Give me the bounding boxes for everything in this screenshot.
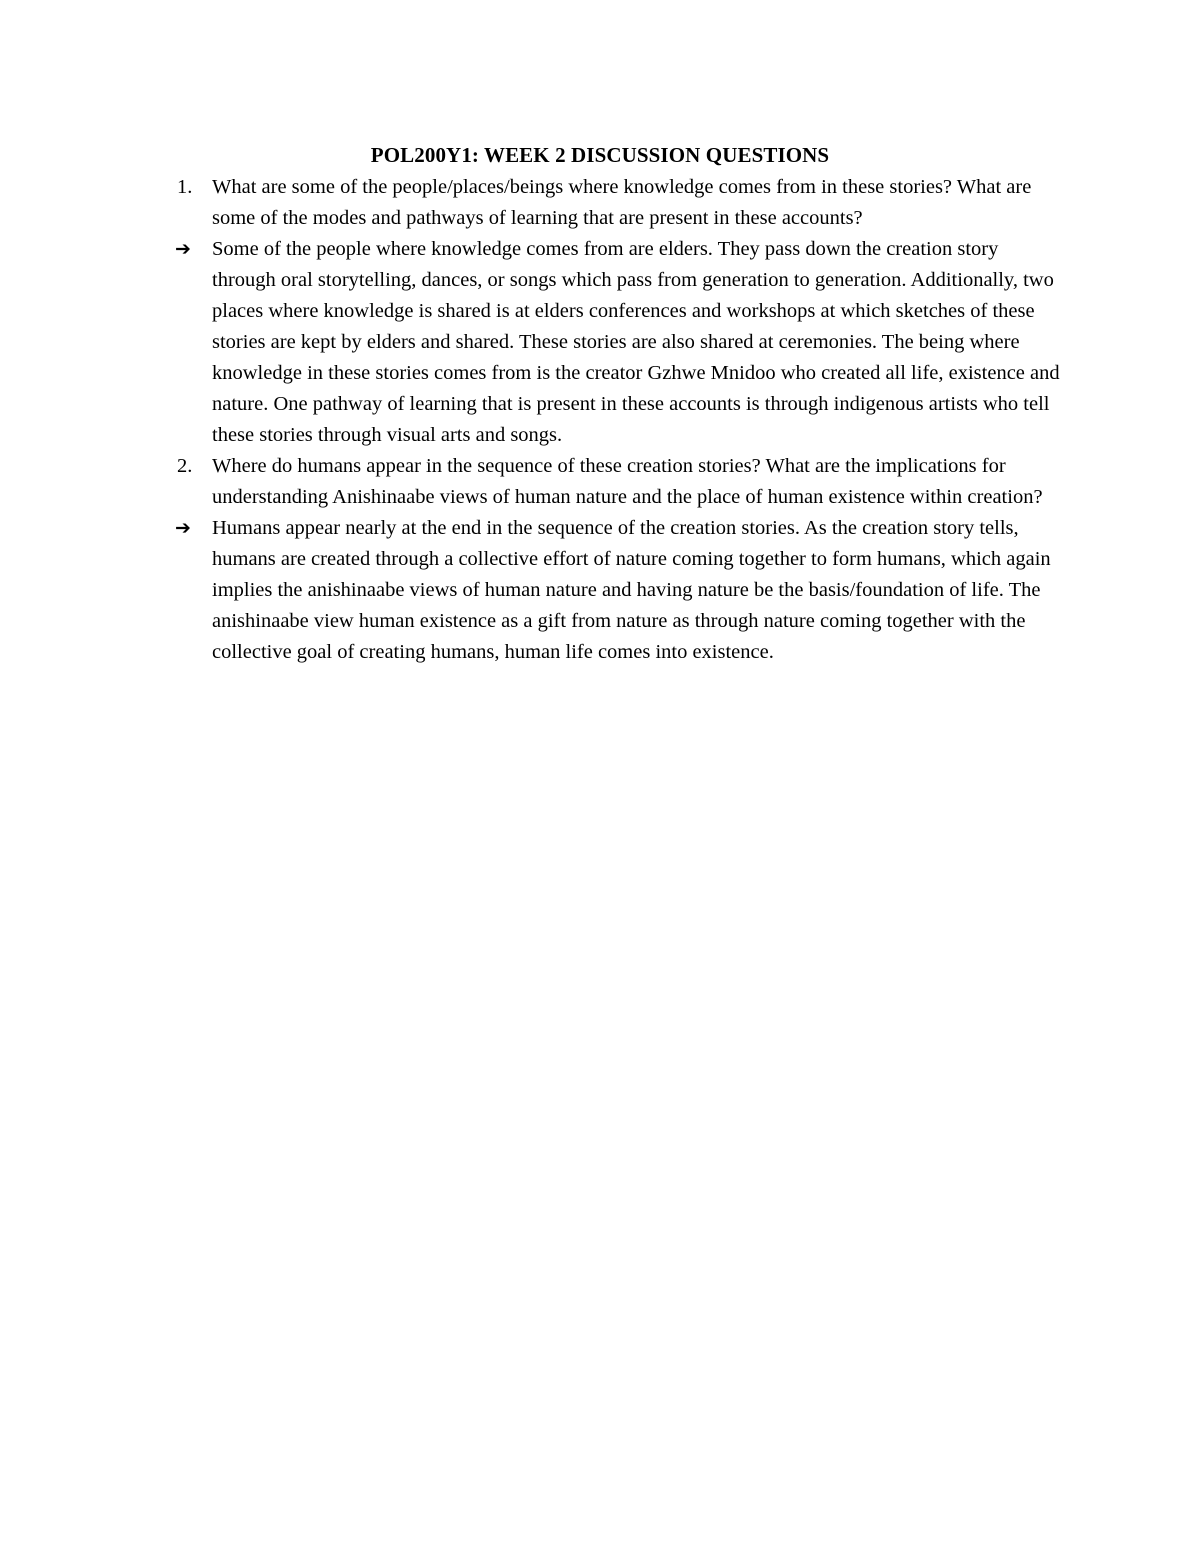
question-1-text: What are some of the people/places/beings where knowledge comes from in these stories? What are some of the modes and pathways of learning that are present in these accounts?	[212, 176, 1032, 229]
answer-1-text: Some of the people where knowledge comes from are elders. They pass down the creation story through oral storytelling, dances, or songs which pass from generation to generation. Additionally, two places where knowledge is shared is at elders conferences and workshops at which sketches of these stories are kept by elders and shared. These stories are also shared at ceremonies. The being where knowledge in these stories comes from is the creator Gzhwe Mnidoo who created all life, existence and nature. One pathway of learning that is present in these accounts is through indigenous artists who tell these stories through visual arts and songs.	[212, 238, 1060, 446]
answer-1	[175, 234, 1065, 451]
arrow-bullet-icon: ➔	[175, 238, 191, 260]
question-2-text: Where do humans appear in the sequence of these creation stories? What are the implications for understanding Anishinaabe views of human nature and the place of human existence within creation?	[212, 455, 1043, 508]
question-1	[175, 172, 1065, 234]
list-number: 1.	[177, 176, 193, 198]
list-number: 2.	[177, 455, 193, 477]
question-2	[175, 451, 1065, 513]
answer-2	[175, 513, 1065, 668]
discussion-list	[175, 172, 1065, 668]
document-title: POL200Y1: WEEK 2 DISCUSSION QUESTIONS	[370, 143, 830, 167]
arrow-bullet-icon: ➔	[175, 517, 191, 539]
answer-2-text: Humans appear nearly at the end in the sequence of the creation stories. As the creation story tells, humans are created through a collective effort of nature coming together to form humans, which again implies the anishinaabe views of human nature and having nature be the basis/foundation of life. The anishinaabe view human existence as a gift from nature as through nature coming together with the collective goal of creating humans, human life comes into existence.	[212, 517, 1051, 663]
